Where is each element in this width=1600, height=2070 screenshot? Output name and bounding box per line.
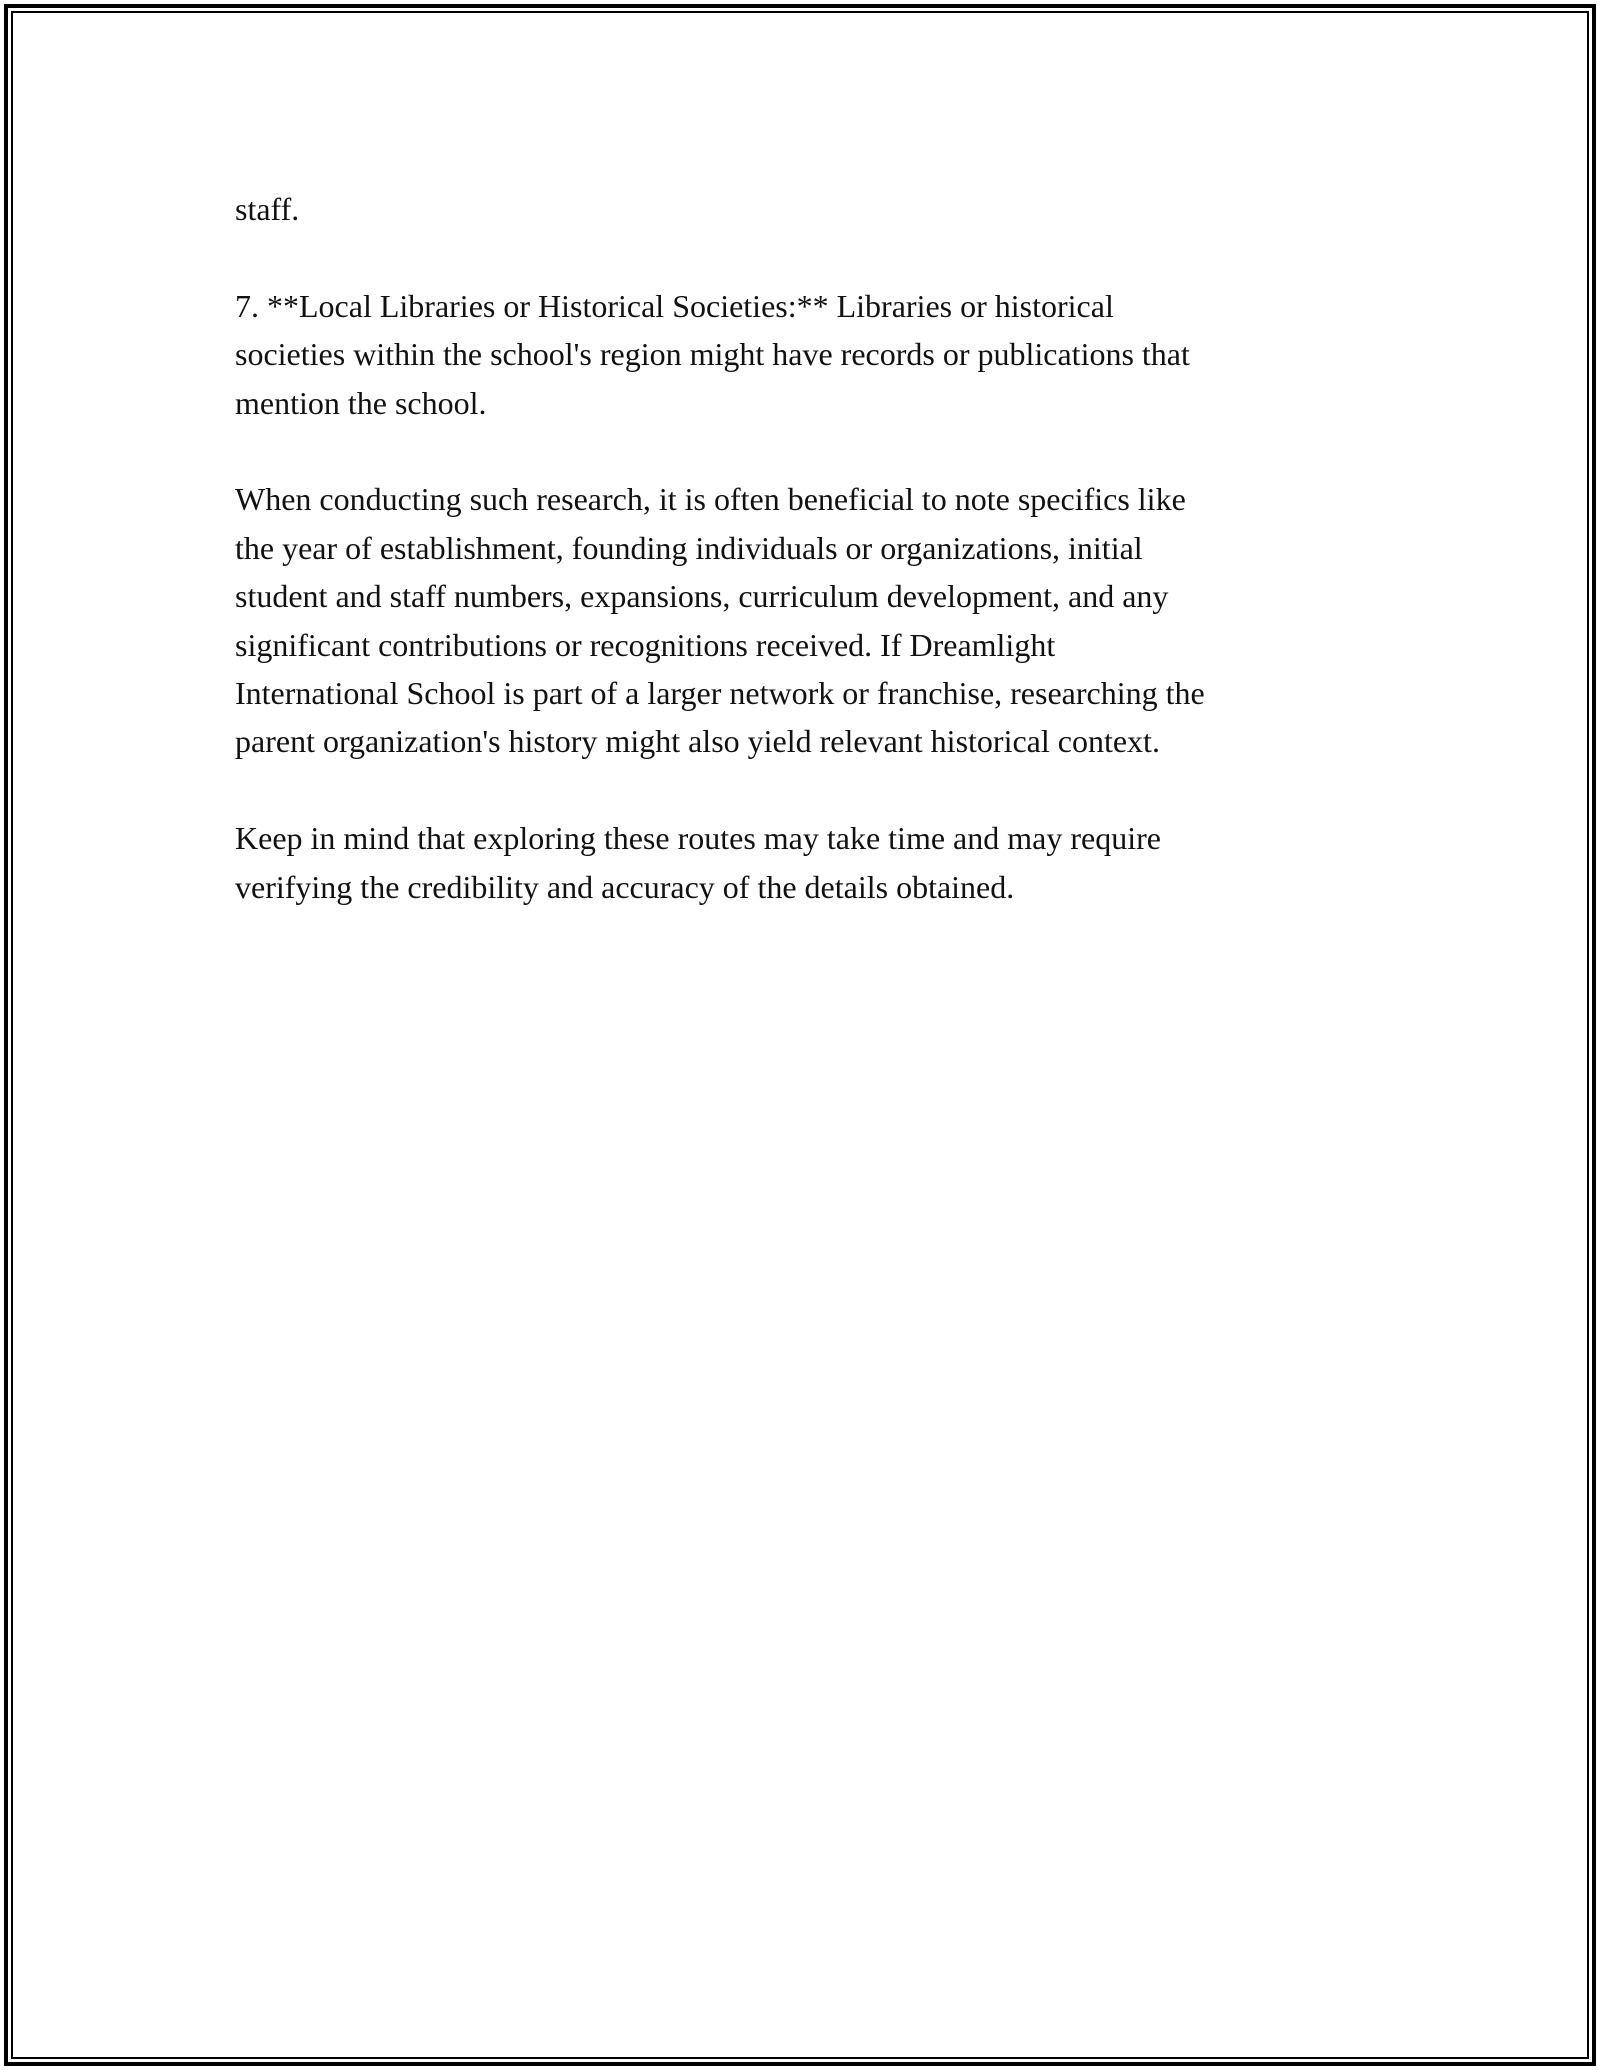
paragraph-local-libraries: 7. **Local Libraries or Historical Societies:** Libraries or historical societies within the school's region might have records or publications that mention the school. — [235, 287, 1190, 421]
paragraph-research-specifics: When conducting such research, it is often beneficial to note specifics like the year of establishment, founding individuals or organizations, initial student and staff numbers, expansions, curriculum development, and any significant contributions or recognitions received. If Dreamlight International School is part of a larger network or franchise, researching the parent organization's history might also yield relevant historical context. — [235, 481, 1205, 760]
document-body — [235, 185, 1365, 959]
paragraph-staff-continuation: staff. — [235, 191, 300, 227]
paragraph-keep-in-mind: Keep in mind that exploring these routes may take time and may require verifying the credibility and accuracy of the details obtained. — [235, 820, 1161, 905]
